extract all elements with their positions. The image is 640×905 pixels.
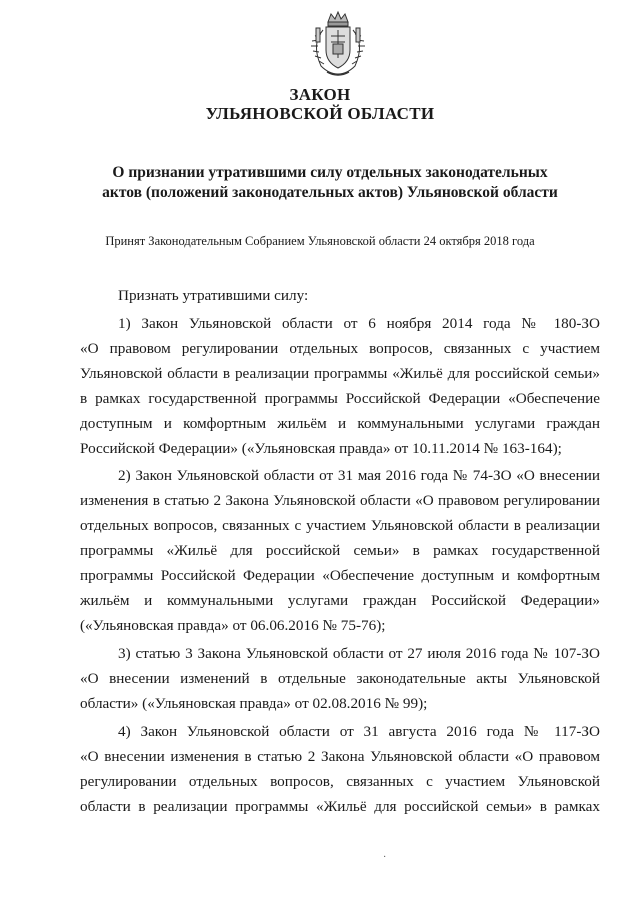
body-line: 3) статью 3 Закона Ульяновской области от 27 июля 2016 года № 107-ЗО — [118, 645, 600, 662]
body-line: доступным и комфортным жильём и коммунальными услугами граждан — [80, 415, 600, 432]
body-line: («Ульяновская правда» от 06.06.2016 № 75-76); — [80, 617, 386, 634]
law-subject-line2: актов (положений законодательных актов) Ульяновской области — [102, 184, 558, 201]
body-line: в рамках государственной программы Российской Федерации «Обеспечение — [80, 390, 600, 407]
document-title-line2: УЛЬЯНОВСКОЙ ОБЛАСТИ — [205, 104, 435, 123]
body-line: Российской Федерации» («Ульяновская правда» от 10.11.2014 № 163-164); — [80, 440, 562, 457]
body-line: жильём и коммунальными услугами граждан Российской Федерации» — [80, 592, 600, 609]
document-title-line1: ЗАКОН — [289, 85, 351, 104]
body-line: программы «Жильё для российской семьи» в рамках государственной — [80, 542, 600, 559]
body-line: 4) Закон Ульяновской области от 31 августа 2016 года № 117-ЗО — [118, 723, 600, 740]
body-line: Признать утратившими силу: — [118, 287, 309, 304]
body-line: «О внесении изменения в статью 2 Закона Ульяновской области «О правовом — [80, 748, 600, 765]
body-line: «О правовом регулировании отдельных вопросов, связанных с участием — [80, 340, 600, 357]
body-line: области в реализации программы «Жильё для российской семьи» в рамках — [80, 798, 600, 815]
body-line: 1) Закон Ульяновской области от 6 ноября 2014 года № 180-ЗО — [118, 315, 600, 332]
body-line: регулировании отдельных вопросов, связанных с участием Ульяновской — [80, 773, 600, 790]
coat-of-arms-icon — [301, 8, 375, 80]
law-subject-line1: О признании утратившими силу отдельных законодательных — [112, 164, 548, 181]
body-line: 2) Закон Ульяновской области от 31 мая 2016 года № 74-ЗО «О внесении — [118, 467, 600, 484]
scan-speck: · — [383, 852, 387, 863]
body-line: Ульяновской области в реализации программы «Жильё для российской семьи» — [80, 365, 600, 382]
body-line: «О внесении изменений в отдельные законодательные акты Ульяновской — [80, 670, 600, 687]
body-line: изменения в статью 2 Закона Ульяновской области «О правовом регулировании — [80, 492, 600, 509]
adoption-note: Принят Законодательным Собранием Ульяновской области 24 октября 2018 года — [105, 234, 535, 248]
body-line: отдельных вопросов, связанных с участием Ульяновской области в реализации — [80, 517, 600, 534]
body-line: программы Российской Федерации «Обеспечение доступным и комфортным — [80, 567, 600, 584]
body-line: области» («Ульяновская правда» от 02.08.2016 № 99); — [80, 695, 428, 712]
